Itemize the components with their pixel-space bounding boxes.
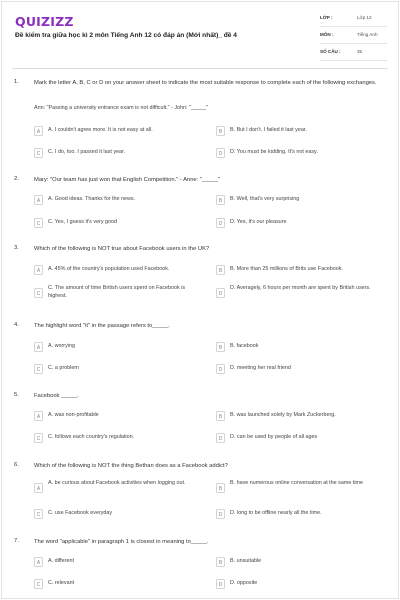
option-text: D. long to be offline nearly all the time. <box>230 510 322 516</box>
meta-row-subject <box>320 30 387 44</box>
meta-key: MÔN : <box>320 32 334 37</box>
option-text: B. Well, that's very surprising <box>230 196 300 202</box>
option-badge: A <box>34 557 43 567</box>
meta-key: SỐ CÂU : <box>320 49 341 54</box>
question-number: 5. <box>14 392 19 398</box>
question-text: Which of the following is NOT the thing Bethan does as a Facebook addict? <box>34 463 228 469</box>
question-text: Mark the letter A, B, C or D on your answer sheet to indicate the most suitable response to complete each of the following exchanges. <box>34 80 377 86</box>
option-text: A. different <box>48 558 74 564</box>
option-text: A. worrying <box>48 343 75 349</box>
meta-value: Lớp 12 <box>357 15 372 20</box>
option-badge: A <box>34 411 43 421</box>
option-text: D. Yes, it's our pleasure <box>230 219 287 225</box>
question-text: Facebook _____. <box>34 393 79 399</box>
option-badge: C <box>34 218 43 228</box>
option-text: B. was launched solely by Mark Zuckerberg. <box>230 412 336 418</box>
question-dialogue: Ann: "Passing a university entrance exam is not difficult." - John: "_____" <box>34 105 208 111</box>
option-text: D. opposite <box>230 580 258 586</box>
option-badge: D <box>216 148 225 158</box>
option-badge: C <box>34 364 43 374</box>
option-badge: B <box>216 126 225 136</box>
option-text: B. unsuitable <box>230 558 262 564</box>
option-text: C. use Facebook everyday <box>48 510 113 516</box>
option-badge: A <box>34 195 43 205</box>
option-badge: D <box>216 579 225 589</box>
option-text: B. But I don't. I failed it last year. <box>230 127 307 133</box>
option-badge: C <box>34 148 43 158</box>
option-text: D. meeting her real friend <box>230 365 291 371</box>
option-badge: B <box>216 483 225 493</box>
question-number: 4. <box>14 322 19 328</box>
option-badge: B <box>216 195 225 205</box>
meta-row-class <box>320 13 387 27</box>
question-number: 6. <box>14 462 19 468</box>
option-badge: B <box>216 342 225 352</box>
option-text: D. You must be kidding. It's not easy. <box>230 149 318 155</box>
question-text: The highlight word "it" in the passage refers to_____. <box>34 323 170 329</box>
option-badge: C <box>34 579 43 589</box>
question-number: 3. <box>14 245 19 251</box>
question-text: Which of the following is NOT true about Facebook users in the UK? <box>34 246 210 252</box>
question-number: 7. <box>14 538 19 544</box>
meta-value: Tiếng Anh <box>357 32 378 37</box>
option-text: A. I couldn't agree more. It is not easy at all. <box>48 127 153 133</box>
option-badge: A <box>34 342 43 352</box>
option-text: A. be curious about Facebook activities when logging out. <box>48 480 186 486</box>
option-badge: B <box>216 265 225 275</box>
option-badge: D <box>216 288 225 298</box>
option-text: C. I do, too. I passed it last year. <box>48 149 126 155</box>
option-text: B. facebook <box>230 343 259 349</box>
option-text: C. Yes, I guess it's very good <box>48 219 118 225</box>
option-text: C. follows each country's regulation. <box>48 434 135 440</box>
option-badge: D <box>216 433 225 443</box>
meta-panel <box>320 13 387 64</box>
header-divider <box>12 68 388 69</box>
option-badge: A <box>34 483 43 493</box>
meta-key: LỚP : <box>320 15 333 20</box>
option-text: B. have numerous online conversation at the same time <box>230 480 364 486</box>
option-text: D. can be used by people of all ages <box>230 434 318 440</box>
option-badge: D <box>216 509 225 519</box>
option-badge: A <box>34 265 43 275</box>
option-badge: B <box>216 557 225 567</box>
option-text: C. The amount of time British users spent on Facebook is highest. <box>48 285 186 299</box>
option-badge: C <box>34 288 43 298</box>
option-text: A. Good ideas. Thanks for the news. <box>48 196 136 202</box>
option-badge: D <box>216 218 225 228</box>
option-text: C. a problem <box>48 365 79 371</box>
option-text: C. relevant <box>48 580 75 586</box>
question-text: Mary: "Our team has just won that English Competition." - Anne: "_____" <box>34 177 221 183</box>
question-number: 1. <box>14 79 19 85</box>
meta-value: 35 <box>357 49 363 54</box>
option-text: A. was non-profitable <box>48 412 99 418</box>
option-badge: A <box>34 126 43 136</box>
question-number: 2. <box>14 176 19 182</box>
option-badge: C <box>34 433 43 443</box>
option-badge: D <box>216 364 225 374</box>
quizizz-logo: QUIZIZZ <box>15 14 74 29</box>
option-text: B. More than 25 millions of Brits use Facebook. <box>230 266 343 272</box>
option-text: A. 45% of the country's population used Facebook. <box>48 266 170 272</box>
page-title: Đề kiểm tra giữa học kì 2 môn Tiếng Anh 12 có đáp án (Mới nhất)_ đề 4 <box>15 32 237 39</box>
option-badge: B <box>216 411 225 421</box>
option-text: D. Averagely, 6 hours per month are spent by British users. <box>230 285 371 291</box>
question-text: The word "applicable" in paragraph 1 is closest in meaning to_____. <box>34 539 209 545</box>
meta-row-count <box>320 47 387 61</box>
option-badge: C <box>34 509 43 519</box>
